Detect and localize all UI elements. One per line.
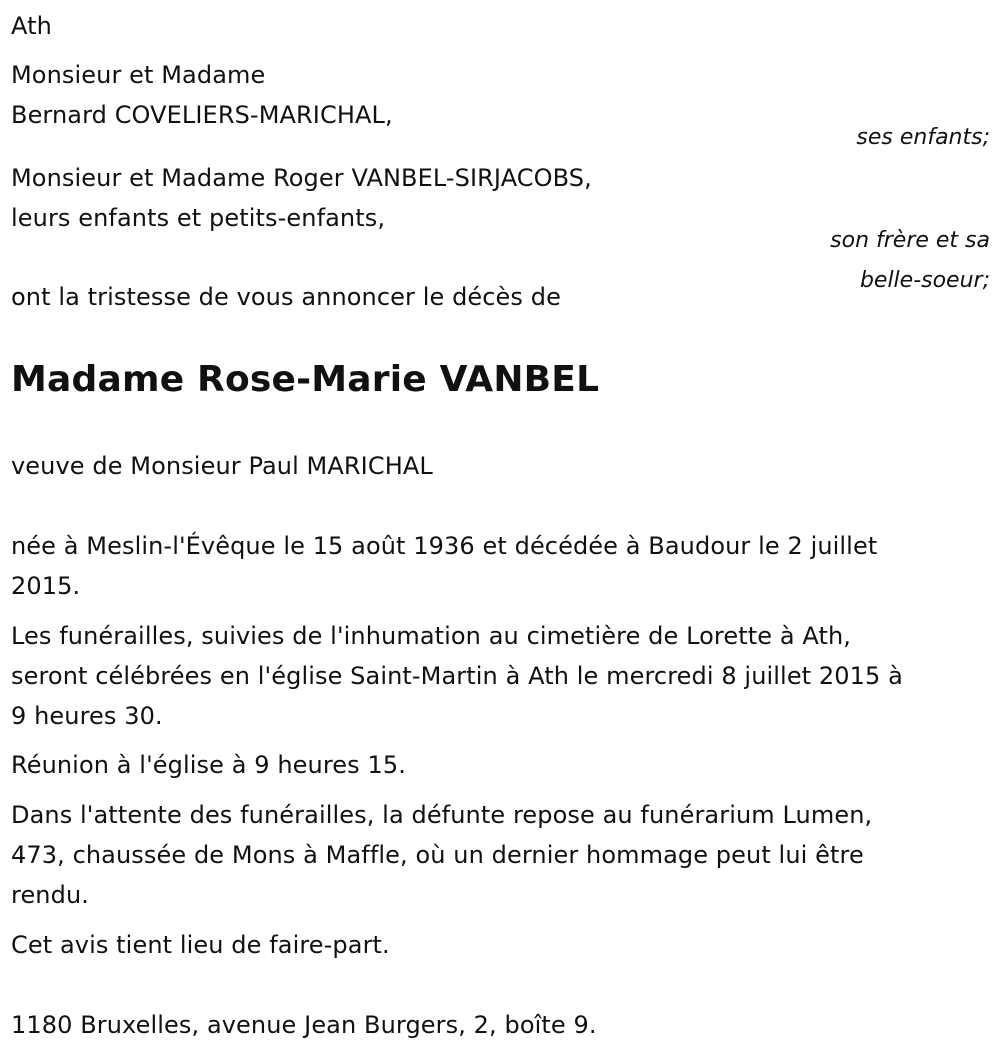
family-group-2-line-2: leurs enfants et petits-enfants,	[11, 204, 386, 232]
family-group-1-line-2: Bernard COVELIERS-MARICHAL,	[11, 101, 393, 129]
funeral-line-2: seront célébrées en l'église Saint-Martin à Ath le mercredi 8 juillet 2015 à	[11, 662, 903, 690]
deceased-name: Madame Rose-Marie VANBEL	[11, 359, 600, 400]
family-group-2-relation-line-2: belle-soeur;	[859, 268, 990, 293]
widow-of-text: veuve de Monsieur Paul MARICHAL	[11, 452, 433, 480]
family-group-2-relation-line-1: son frère et sa	[830, 228, 990, 253]
family-group-1-line-1: Monsieur et Madame	[11, 61, 266, 89]
rest-line-1: Dans l'attente des funérailles, la défunte repose au funérarium Lumen,	[11, 801, 873, 829]
birth-death-line-1: née à Meslin-l'Évêque le 15 août 1936 et décédée à Baudour le 2 juillet	[11, 532, 878, 560]
family-group-1-relation: ses enfants;	[856, 125, 990, 150]
birth-death-line-2: 2015.	[11, 572, 81, 600]
address-text: 1180 Bruxelles, avenue Jean Burgers, 2, boîte 9.	[11, 1011, 597, 1039]
meeting-text: Réunion à l'église à 9 heures 15.	[11, 751, 406, 779]
funeral-line-3: 9 heures 30.	[11, 702, 163, 730]
rest-line-3: rendu.	[11, 881, 89, 909]
rest-line-2: 473, chaussée de Mons à Maffle, où un dernier hommage peut lui être	[11, 841, 864, 869]
city-label: Ath	[11, 12, 52, 40]
faire-part-text: Cet avis tient lieu de faire-part.	[11, 931, 390, 959]
announcement-text: ont la tristesse de vous annoncer le décès de	[11, 283, 561, 311]
family-group-2-line-1: Monsieur et Madame Roger VANBEL-SIRJACOBS,	[11, 164, 592, 192]
funeral-line-1: Les funérailles, suivies de l'inhumation au cimetière de Lorette à Ath,	[11, 622, 852, 650]
